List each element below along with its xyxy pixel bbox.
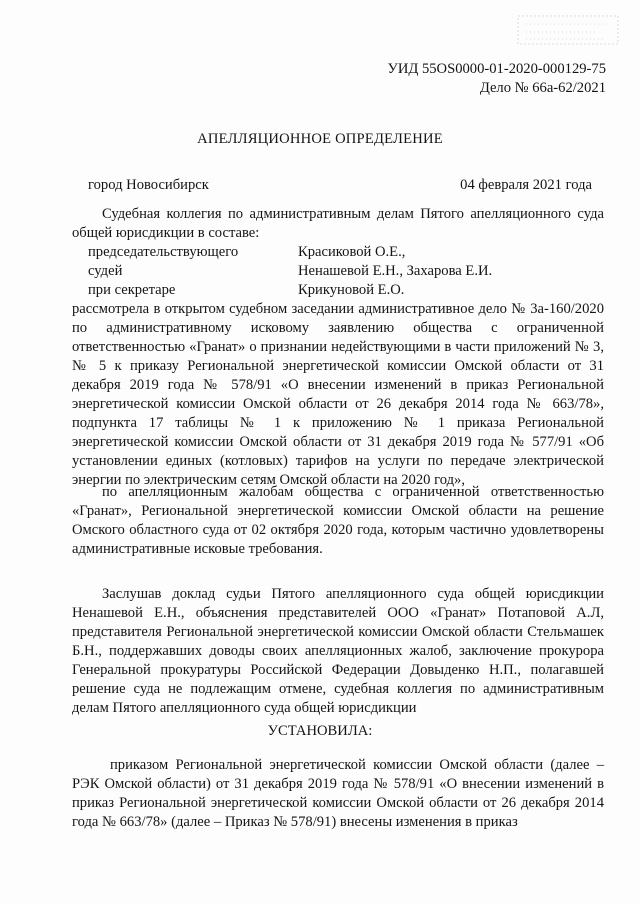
city: город Новосибирск	[88, 177, 209, 193]
document-date: 04 февраля 2021 года	[460, 177, 592, 193]
court-composition	[88, 243, 492, 300]
considered-paragraph	[72, 300, 604, 490]
composition-role: при секретаре	[88, 282, 176, 298]
order-paragraph	[72, 756, 604, 832]
established-heading: УСТАНОВИЛА:	[267, 723, 373, 739]
composition-names: Крикуновой Е.О.	[298, 282, 405, 298]
stamp-mark	[516, 14, 620, 46]
case-number: Дело № 66а-62/2021	[479, 80, 606, 96]
composition-role: судей	[88, 263, 123, 279]
intro-text: Судебная коллегия по административным делам Пятого апелляционного суда общей юрисдикции в составе:	[72, 206, 604, 241]
document-title: АПЕЛЛЯЦИОННОЕ ОПРЕДЕЛЕНИЕ	[197, 131, 443, 147]
composition-role: председательствующего	[88, 244, 239, 260]
appeals-paragraph	[72, 483, 604, 559]
considered-text: рассмотрела в открытом судебном заседании административное дело № 3а-160/2020 по административному исковому заявлению общества с ограниченной ответственностью «Гранат» о признании недействующими в части приложений № 3, № 5 к приказу Региональной энергетической комиссии Омской области от 31 декабря 2019 года № 578/91 «О внесении изменений в приказ Региональной энергетической комиссии Омской области от 26 декабря 2014 года № 663/78», подпункта 17 таблицы № 1 к приложению № 1 приказа Региональной энергетической комиссии Омской области от 31 декабря 2019 года № 577/91 «Об установлении единых (котловых) тарифов на услуги по передаче электрической энергии по электрическим сетям Омской области на 2020 год»,	[72, 301, 604, 488]
composition-row	[88, 243, 492, 262]
heard-text: Заслушав доклад судьи Пятого апелляционного суда общей юрисдикции Ненашевой Е.Н., объяснения представителей ООО «Гранат» Потаповой А.Л, представителя Региональной энергетической комиссии Омской области Стельмашек Б.Н., поддержавших доводы своих апелляционных жалоб, заключение прокурора Генеральной прокуратуры Российской Федерации Довыденко Н.П., полагавшей решение суда не подлежащим отмене, судебная коллегия по административным делам Пятого апелляционного суда общей юрисдикции	[72, 586, 604, 716]
case-header	[387, 60, 606, 98]
composition-names: Красиковой О.Е.,	[298, 244, 406, 260]
uid-line: УИД 55OS0000-01-2020-000129-75	[387, 61, 606, 77]
composition-row	[88, 281, 492, 300]
heard-paragraph	[72, 585, 604, 718]
composition-row	[88, 262, 492, 281]
order-text: приказом Региональной энергетической комиссии Омской области (далее – РЭК Омской области) от 31 декабря 2019 года № 578/91 «О внесении изменений в приказ Региональной энергетической комиссии Омской области от 26 декабря 2014 года № 663/78» (далее – Приказ № 578/91) внесены изменения в приказ	[72, 757, 604, 830]
appeals-text: по апелляционным жалобам общества с ограниченной ответственностью «Гранат», Региональной энергетической комиссии Омской области на решение Омского областного суда от 02 октября 2020 года, которым частично удовлетворены административные исковые требования.	[72, 484, 604, 557]
intro-paragraph	[72, 205, 604, 243]
composition-names: Ненашевой Е.Н., Захарова Е.И.	[298, 263, 493, 279]
